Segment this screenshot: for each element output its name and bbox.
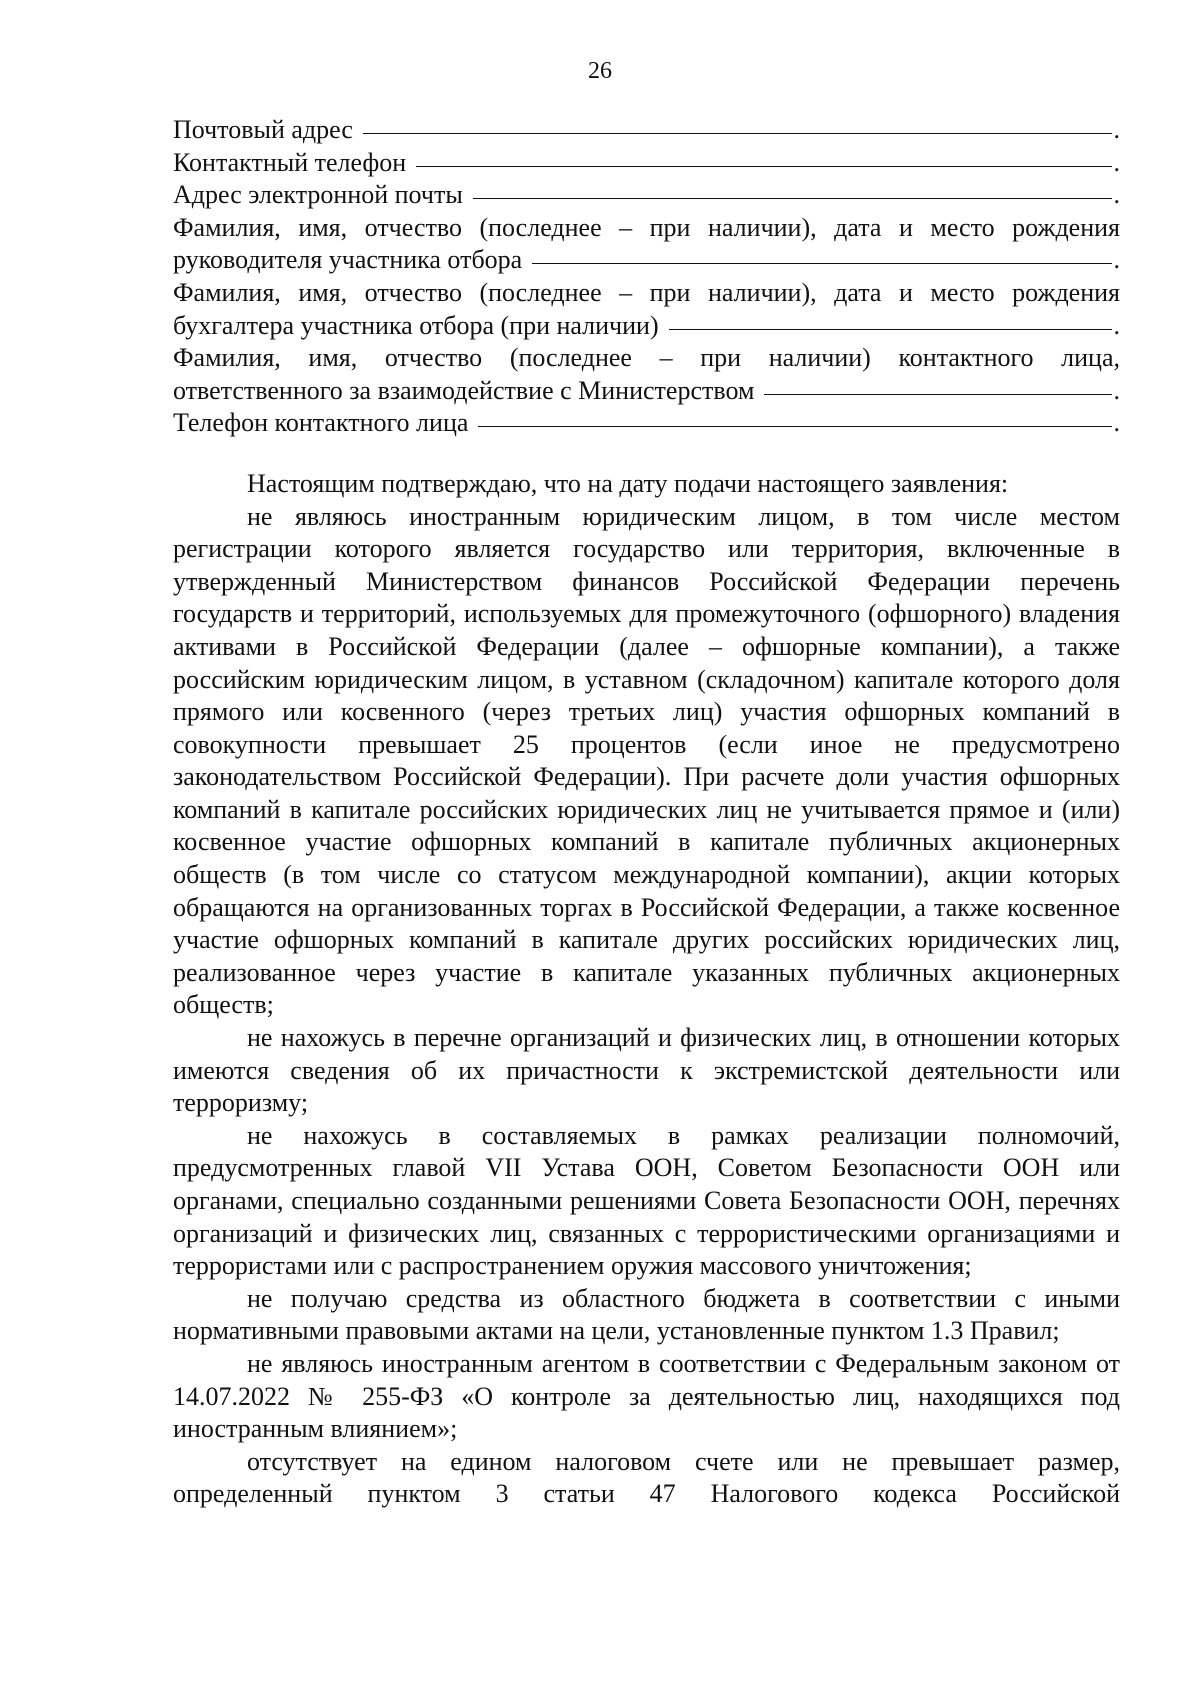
contact-phone-field <box>173 147 1120 180</box>
contact-person-phone-field <box>173 407 1120 440</box>
director-field <box>173 244 1120 277</box>
postal-address-end: . <box>1113 115 1120 144</box>
director-end: . <box>1113 245 1120 275</box>
postal-address-label: Почтовый адрес <box>173 115 353 144</box>
accountant-blank[interactable] <box>669 329 1112 330</box>
declaration-intro: Настоящим подтверждаю, что на дату подачи настоящего заявления: <box>247 468 1009 498</box>
email-field <box>173 179 1120 212</box>
director-label: руководителя участника отбора <box>173 245 523 275</box>
contact-person-end: . <box>1113 375 1120 405</box>
declaration-item-tax-debt: отсутствует на едином налоговом счете или не превышает размер, определенный пунктом 3 статьи 47 Налогового кодекса Российской <box>173 1446 1120 1509</box>
email-blank[interactable] <box>473 198 1112 199</box>
declaration-item-extremism: не нахожусь в перечне организаций и физических лиц, в отношении которых имеются сведения об их причастности к экстремистской деятельности или терроризму; <box>173 1023 1120 1118</box>
contact-person-phone-label: Телефон контактного лица <box>173 408 469 438</box>
postal-address-blank[interactable] <box>363 133 1112 134</box>
contact-person-blank[interactable] <box>764 394 1111 395</box>
director-blank[interactable] <box>532 263 1111 264</box>
contact-phone-end: . <box>1113 147 1120 177</box>
contact-person-phone-blank[interactable] <box>478 426 1111 427</box>
contact-phone-label: Контактный телефон <box>173 147 407 177</box>
contact-person-label: ответственного за взаимодействие с Министерством <box>173 375 755 405</box>
accountant-field <box>173 310 1120 343</box>
contact-person-heading: Фамилия, имя, отчество (последнее – при наличии) контактного лица, <box>173 343 1120 373</box>
contact-person-field <box>173 375 1120 408</box>
email-end: . <box>1113 180 1120 210</box>
contact-phone-blank[interactable] <box>416 166 1111 167</box>
director-heading: Фамилия, имя, отчество (последнее – при наличии), дата и место рождения <box>173 212 1120 242</box>
declaration-item-un-lists: не нахожусь в составляемых в рамках реализации полномочий, предусмотренных главой VII Устава ООН, Советом Безопасности ООН или органами, специально созданными решениями Совета Безопасности ООН, перечнях организаций и физических лиц, связанных с террористическими организациями и террористами или с распространением оружия массового уничтожения; <box>173 1120 1120 1281</box>
application-form <box>173 114 1120 1511</box>
accountant-end: . <box>1113 310 1120 340</box>
email-label: Адрес электронной почты <box>173 180 463 210</box>
page-number: 26 <box>588 58 612 84</box>
contact-person-phone-end: . <box>1113 408 1120 438</box>
declaration-item-regional-budget: не получаю средства из областного бюджета в соответствии с иными нормативными правовыми актами на цели, установленные пунктом 1.3 Правил; <box>173 1283 1120 1346</box>
declaration-item-offshore: не являюсь иностранным юридическим лицом, в том числе местом регистрации которого является государство или территория, включенные в утвержденный Министерством финансов Российской Федерации перечень государств и территорий, используемых для промежуточного (офшорного) владения активами в Российской Федерации (далее – офшорные компании), а также российским юридическим лицом, в уставном (складочном) капитале которого доля прямого или косвенного (через третьих лиц) участия офшорных компаний в совокупности превышает 25 процентов (если иное не предусмотрено законодательством Российской Федерации). При расчете доли участия офшорных компаний в капитале российских юридических лиц не учитывается прямое и (или) косвенное участие офшорных компаний в капитале публичных акционерных обществ (в том числе со статусом международной компании), акции которых обращаются на организованных торгах в Российской Федерации, а также косвенное участие офшорных компаний в капитале других российских юридических лиц, реализованное через участие в капитале указанных публичных акционерных обществ; <box>173 501 1120 1020</box>
accountant-heading: Фамилия, имя, отчество (последнее – при наличии), дата и место рождения <box>173 277 1120 307</box>
section-gap <box>173 440 1120 468</box>
accountant-label: бухгалтера участника отбора (при наличии) <box>173 310 659 340</box>
declaration-item-foreign-agent: не являюсь иностранным агентом в соответствии с Федеральным законом от 14.07.2022 № 255-ФЗ «О контроле за деятельностью лиц, находящихся под иностранным влиянием»; <box>173 1348 1120 1444</box>
postal-address-field <box>173 114 1120 147</box>
